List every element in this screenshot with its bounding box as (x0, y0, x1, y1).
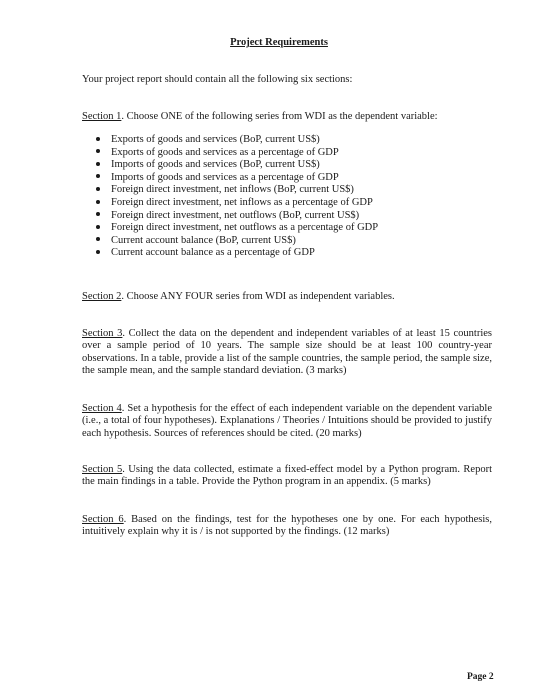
bullet-icon (96, 225, 100, 229)
section-2-label: Section 2 (82, 291, 122, 302)
list-item-text: Current account balance (BoP, current US$) (111, 234, 296, 246)
section-3-text: . Collect the data on the dependent and independent variables of at least 15 countries over a sample period of 10 years. The sample size should be at least 100 country-year observations. In a table, provide a list of the sample countries, the sample period, the sample size, the sample mean, and the sample standard deviation. (3 marks) (82, 328, 493, 376)
section-3-label: Section 3 (82, 328, 123, 339)
page-number: Page 2 (467, 672, 494, 682)
list-item (96, 235, 378, 248)
bullet-icon (96, 162, 100, 166)
list-item (96, 210, 378, 223)
section-6-text: . Based on the findings, test for the hypotheses one by one. For each hypothesis, intuitively explain why it is / is not supported by the findings. (12 marks) (82, 514, 493, 538)
section-4-label: Section 4 (82, 403, 122, 414)
section-4-paragraph (82, 403, 492, 440)
list-item-text: Current account balance as a percentage of GDP (111, 247, 315, 259)
bullet-icon (96, 149, 100, 153)
page-title: Project Requirements (230, 37, 328, 48)
list-item-text: Exports of goods and services (BoP, current US$) (111, 134, 320, 145)
bullet-icon (96, 212, 100, 216)
list-item-text: Foreign direct investment, net inflows as a percentage of GDP (111, 196, 373, 208)
section-5-text: . Using the data collected, estimate a fixed-effect model by a Python program. Report the main findings in a table. Provide the Python program in an appendix. (5 marks) (82, 464, 492, 488)
list-item-text: Foreign direct investment, net outflows as a percentage of GDP (111, 222, 379, 234)
section-5-paragraph (82, 464, 492, 489)
bullet-icon (96, 187, 100, 191)
dependent-variable-list (96, 134, 378, 260)
list-item-text: Imports of goods and services as a percentage of GDP (111, 171, 339, 183)
section-1-text: . Choose ONE of the following series from WDI as the dependent variable: (121, 111, 438, 122)
section-6-label: Section 6 (82, 514, 124, 525)
bullet-icon (96, 137, 100, 141)
section-1-label: Section 1 (82, 111, 122, 122)
section-4-text: . Set a hypothesis for the effect of each independent variable on the dependent variable (i.e., a total of four hypotheses). Explanations / Theories / Intuitions should be provided to justify each hypothesis. Sources of references should be cited. (20 marks) (82, 403, 492, 439)
list-item (96, 159, 378, 172)
list-item (96, 184, 378, 197)
bullet-icon (96, 174, 100, 178)
bullet-icon (96, 250, 100, 254)
section-6-paragraph (82, 514, 492, 539)
intro-paragraph: Your project report should contain all the following six sections: (82, 74, 353, 85)
section-2-text: . Choose ANY FOUR series from WDI as independent variables. (121, 291, 395, 302)
list-item (96, 247, 378, 260)
list-item (96, 172, 378, 185)
list-item-text: Foreign direct investment, net inflows (BoP, current US$) (111, 184, 354, 196)
section-3-paragraph (82, 328, 492, 377)
section-5-label: Section 5 (82, 464, 123, 475)
section-2-paragraph (82, 291, 492, 303)
bullet-icon (96, 200, 100, 204)
list-item (96, 147, 378, 160)
bullet-icon (96, 237, 100, 241)
list-item-text: Imports of goods and services (BoP, current US$) (111, 159, 320, 171)
list-item (96, 222, 378, 235)
section-1-paragraph (82, 111, 492, 123)
list-item-text: Foreign direct investment, net outflows (BoP, current US$) (111, 209, 360, 221)
list-item (96, 197, 378, 210)
list-item (96, 134, 378, 147)
list-item-text: Exports of goods and services as a percentage of GDP (111, 146, 339, 158)
